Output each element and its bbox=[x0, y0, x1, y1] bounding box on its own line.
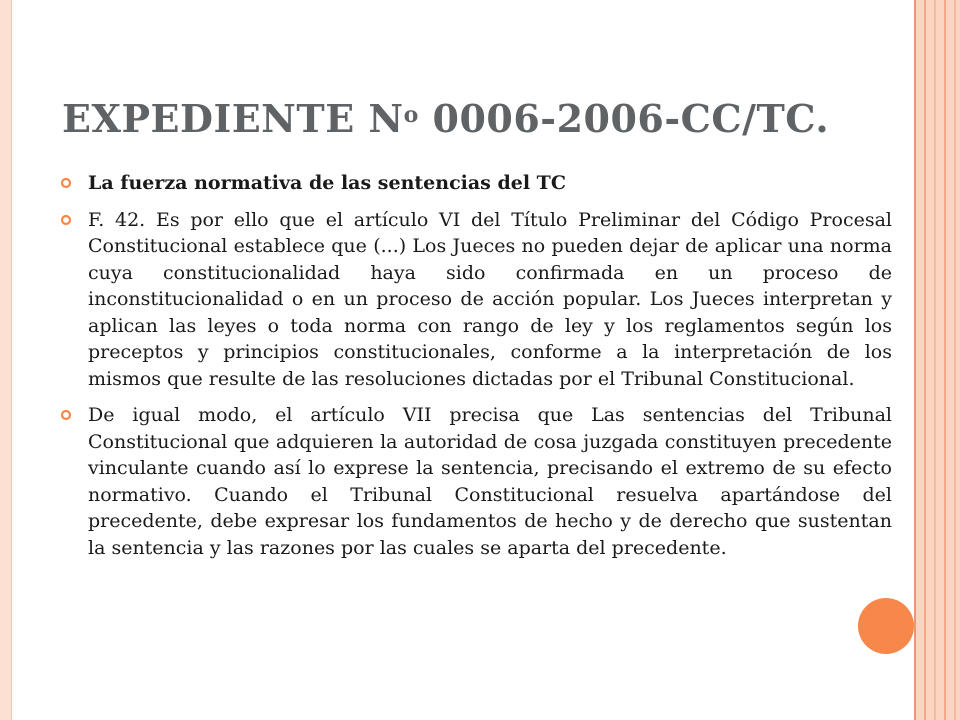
bullet-heading bbox=[60, 170, 892, 197]
left-decorative-border bbox=[0, 0, 12, 720]
bullet-ring-icon bbox=[60, 409, 72, 421]
title-rest: 0006-2006-CC/TC. bbox=[418, 96, 830, 141]
bullet-paragraph-article-vii bbox=[60, 402, 892, 561]
bullet-paragraph-article-vii-text: De igual modo, el artículo VII precisa que Las sentencias del Tribunal Constitucional que adquieren la autoridad de cosa juzgada constituyen precedente vinculante cuando así lo exprese la sentencia, precisando el extremo de su efecto normativo. Cuando el Tribunal Constitucional resuelva apartándose del precedente, debe expresar los fundamentos de hecho y de derecho que sustentan la sentencia y las razones por las cuales se aparta del precedente. bbox=[88, 404, 892, 559]
bullet-paragraph-f42-text: F. 42. Es por ello que el artículo VI del Título Preliminar del Código Procesal Constitucional establece que (...) Los Jueces no pueden dejar de aplicar una norma cuya constitucionalidad haya sido confirmada en un proceso de inconstitucionalidad o en un proceso de acción popular. Los Jueces interpretan y aplican las leyes o toda norma con rango de ley y los reglamentos según los preceptos y principios constitucionales, conforme a la interpretación de los mismos que resulte de las resoluciones dictadas por el Tribunal Constitucional. bbox=[88, 208, 892, 390]
slide-title bbox=[62, 96, 902, 141]
right-decorative-border bbox=[916, 0, 960, 720]
bullet-ring-icon bbox=[60, 177, 72, 189]
title-main: EXPEDIENTE N bbox=[62, 96, 404, 141]
bullet-ring-icon bbox=[60, 214, 72, 226]
bullet-paragraph-f42 bbox=[60, 207, 892, 393]
decorative-orange-circle bbox=[858, 598, 914, 654]
title-superscript: o bbox=[403, 102, 419, 128]
bullet-list bbox=[60, 170, 892, 571]
bullet-heading-text: La fuerza normativa de las sentencias del TC bbox=[88, 172, 566, 194]
